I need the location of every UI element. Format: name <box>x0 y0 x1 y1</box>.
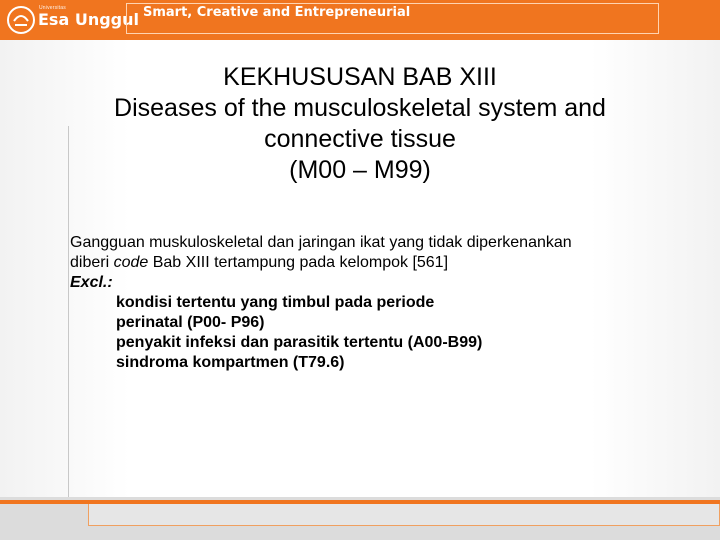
university-logo <box>6 2 139 36</box>
header-bar <box>0 0 720 40</box>
paragraph-line-2 <box>70 253 690 273</box>
title-line-4: (M00 – M99) <box>289 156 431 184</box>
paragraph-text: diberi <box>70 254 114 271</box>
exclusion-item: sindroma kompartmen (T79.6) <box>116 354 345 371</box>
logo-emblem-icon <box>6 5 36 35</box>
paragraph-text: Bab XIII tertampung pada kelompok [561] <box>148 254 449 271</box>
tagline: Smart, Creative and Entrepreneurial <box>143 5 411 20</box>
title-line-2: Diseases of the musculoskeletal system and <box>114 94 606 122</box>
logo-name: Esa Unggul <box>38 10 139 29</box>
logo-subtext: Universitas <box>39 5 66 11</box>
exclusion-item: penyakit infeksi dan parasitik tertentu (A00-B99) <box>116 334 483 351</box>
exclusion-label: Excl.: <box>70 274 113 291</box>
paragraph-line-1: Gangguan muskuloskeletal dan jaringan ikat yang tidak diperkenankan <box>70 234 572 251</box>
footer-frame <box>88 504 720 526</box>
exclusion-item: kondisi tertentu yang timbul pada periode <box>116 294 435 311</box>
exclusion-item: perinatal (P00- P96) <box>116 314 265 331</box>
slide-title <box>40 62 680 186</box>
title-line-3: connective tissue <box>264 125 456 153</box>
paragraph-code-word: code <box>113 254 149 271</box>
title-line-1: KEKHUSUSAN BAB XIII <box>223 63 497 91</box>
slide-body <box>70 233 690 373</box>
